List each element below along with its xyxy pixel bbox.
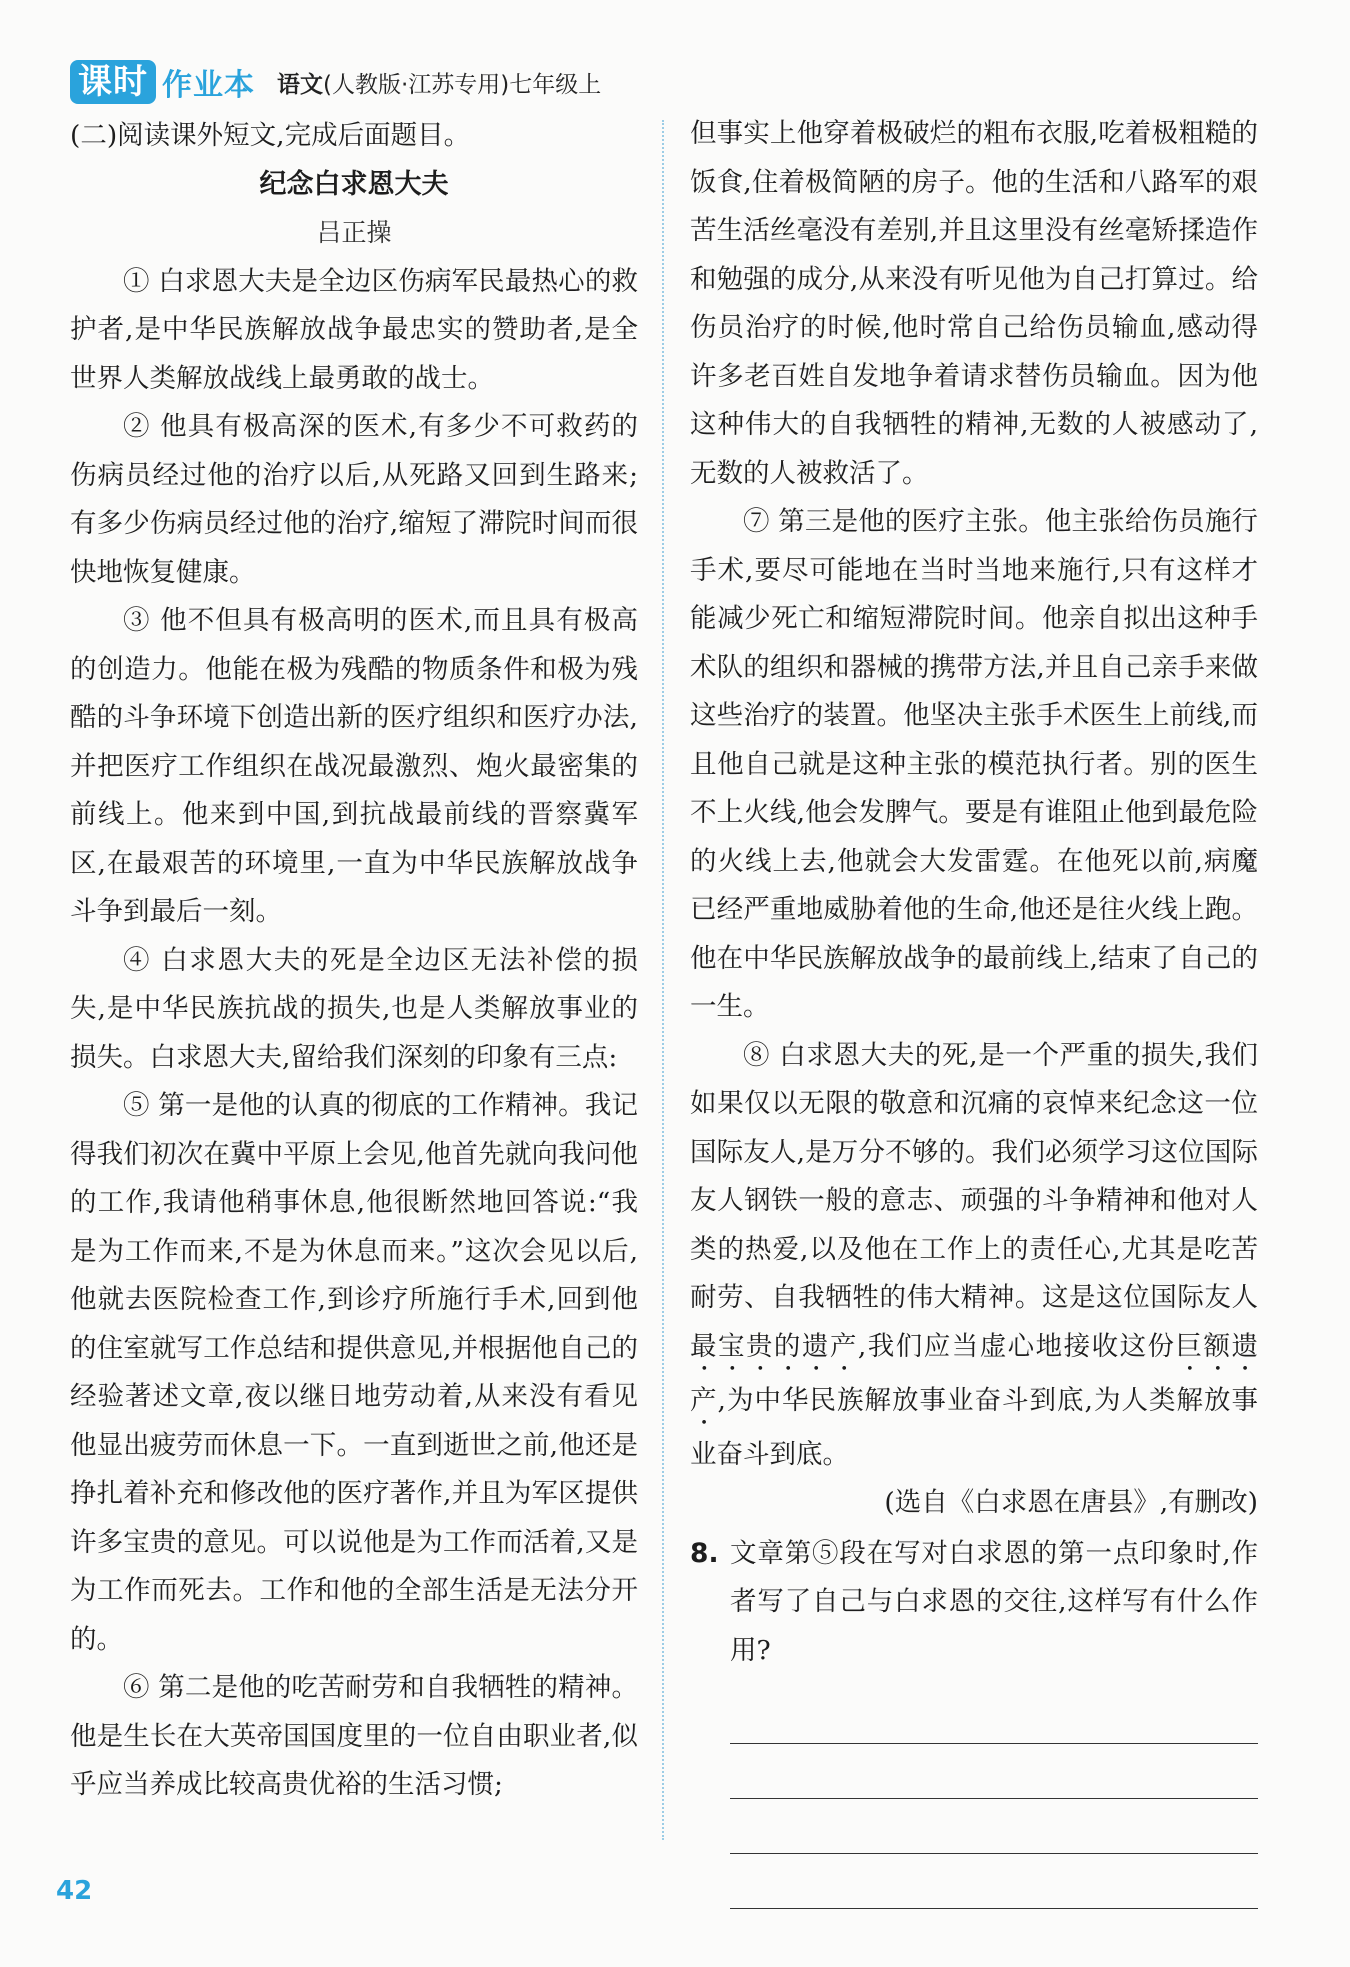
- paragraph-8-part-a: ⑧ 白求恩大夫的死,是一个严重的损失,我们如果仅以无限的敬意和沉痛的哀悼来纪念这一位国际友人,是万分不够的。我们必须学习这位国际友人钢铁一般的意志、顽强的斗争精神和他对人类的热爱,以及他在工作上的责任心,尤其是吃苦耐劳、自我牺牲的伟大精神。这是这位国际友人: [690, 1039, 1258, 1313]
- paragraph-8-part-c: ,为中华民族解放事业奋斗到底,为人类解放事业奋斗到底。: [690, 1384, 1258, 1470]
- paragraph-8: [690, 1032, 1258, 1480]
- right-column: [690, 110, 1258, 1909]
- answer-area[interactable]: [730, 1689, 1258, 1909]
- book-title: [277, 66, 601, 99]
- left-column: [70, 112, 638, 1810]
- answer-line[interactable]: [730, 1744, 1258, 1799]
- question-8: [690, 1530, 1258, 1676]
- paragraph-7: ⑦ 第三是他的医疗主张。他主张给伤员施行手术,要尽可能地在当时当地来施行,只有这样才能减少死亡和缩短滞院时间。他亲自拟出这种手术队的组织和器械的携带方法,并且自己亲手来做这些治疗的装置。他坚决主张手术医生上前线,而且他自己就是这种主张的模范执行者。别的医生不上火线,他会发脾气。要是有谁阻止他到最危险的火线上去,他就会大发雷霆。在他死以前,病魔已经严重地威胁着他的生命,他还是往火线上跑。他在中华民族解放战争的最前线上,结束了自己的一生。: [690, 506, 1258, 1022]
- logo-main: 课时: [70, 60, 156, 104]
- answer-line[interactable]: [730, 1854, 1258, 1909]
- answer-line[interactable]: [730, 1689, 1258, 1744]
- paragraph-6-continued: 但事实上他穿着极破烂的粗布衣服,吃着极粗糙的饭食,住着极简陋的房子。他的生活和八路军的艰苦生活丝毫没有差别,并且这里没有丝毫矫揉造作和勉强的成分,从来没有听见他为自己打算过。给伤员治疗的时候,他时常自己给伤员输血,感动得许多老百姓自发地争着请求替伤员输血。因为他这种伟大的自我牺牲的精神,无数的人被感动了,无数的人被救活了。: [690, 118, 1258, 489]
- page-number: 42: [56, 1876, 93, 1906]
- edition: (人教版·江苏专用)七年级上: [323, 71, 602, 98]
- paragraph-3: ③ 他不但具有极高明的医术,而且具有极高的创造力。他能在极为残酷的物质条件和极为残酷的斗争环境下创造出新的医疗组织和医疗办法,并把医疗工作组织在战况最激烈、炮火最密集的前线上。他来到中国,到抗战最前线的晋察冀军区,在最艰苦的环境里,一直为中华民族解放战争斗争到最后一刻。: [70, 605, 638, 927]
- paragraph-5: ⑤ 第一是他的认真的彻底的工作精神。我记得我们初次在冀中平原上会见,他首先就向我问他的工作,我请他稍事休息,他很断然地回答说:“我是为工作而来,不是为休息而来。”这次会见以后,他就去医院检查工作,到诊疗所施行手术,回到他的住室就写工作总结和提供意见,并根据他自己的经验著述文章,夜以继日地劳动着,从来没有看见他显出疲劳而休息一下。一直到逝世之前,他还是挣扎着补充和修改他的医疗著作,并且为军区提供许多宝贵的意见。可以说他是为工作而活着,又是为工作而死去。工作和他的全部生活是无法分开的。: [70, 1090, 638, 1655]
- header: [70, 58, 601, 106]
- article-title: 纪念白求恩大夫: [259, 168, 449, 200]
- question-number: 8.: [690, 1537, 719, 1569]
- article-author: 吕正操: [316, 218, 392, 247]
- emphasized-phrase-2: 巨额遗产: [690, 1330, 1259, 1416]
- question-text: 文章第⑤段在写对白求恩的第一点印象时,作者写了自己与白求恩的交往,这样写有什么作用?: [730, 1537, 1258, 1666]
- answer-line[interactable]: [730, 1799, 1258, 1854]
- subject: 语文: [277, 71, 323, 98]
- section-heading: (二)阅读课外短文,完成后面题目。: [70, 120, 471, 151]
- logo-sub: 作业本: [162, 68, 255, 103]
- paragraph-4: ④ 白求恩大夫的死是全边区无法补偿的损失,是中华民族抗战的损失,也是人类解放事业的损失。白求恩大夫,留给我们深刻的印象有三点:: [70, 944, 638, 1073]
- column-divider: [662, 120, 664, 1840]
- paragraph-6: ⑥ 第二是他的吃苦耐劳和自我牺牲的精神。他是生长在大英帝国国度里的一位自由职业者,似乎应当养成比较高贵优裕的生活习惯;: [70, 1672, 638, 1800]
- paragraph-1: ① 白求恩大夫是全边区伤病军民最热心的救护者,是中华民族解放战争最忠实的赞助者,是全世界人类解放战线上最勇敢的战士。: [70, 265, 638, 394]
- paragraph-8-part-b: ,我们应当虚心地接收这份: [857, 1330, 1176, 1362]
- emphasized-phrase-1: 最宝贵的遗产: [690, 1330, 858, 1362]
- logo: [70, 60, 255, 104]
- article-source: (选自《白求恩在唐县》,有删改): [884, 1487, 1258, 1518]
- paragraph-2: ② 他具有极高深的医术,有多少不可救药的伤病员经过他的治疗以后,从死路又回到生路来;有多少伤病员经过他的治疗,缩短了滞院时间而很快地恢复健康。: [70, 411, 638, 588]
